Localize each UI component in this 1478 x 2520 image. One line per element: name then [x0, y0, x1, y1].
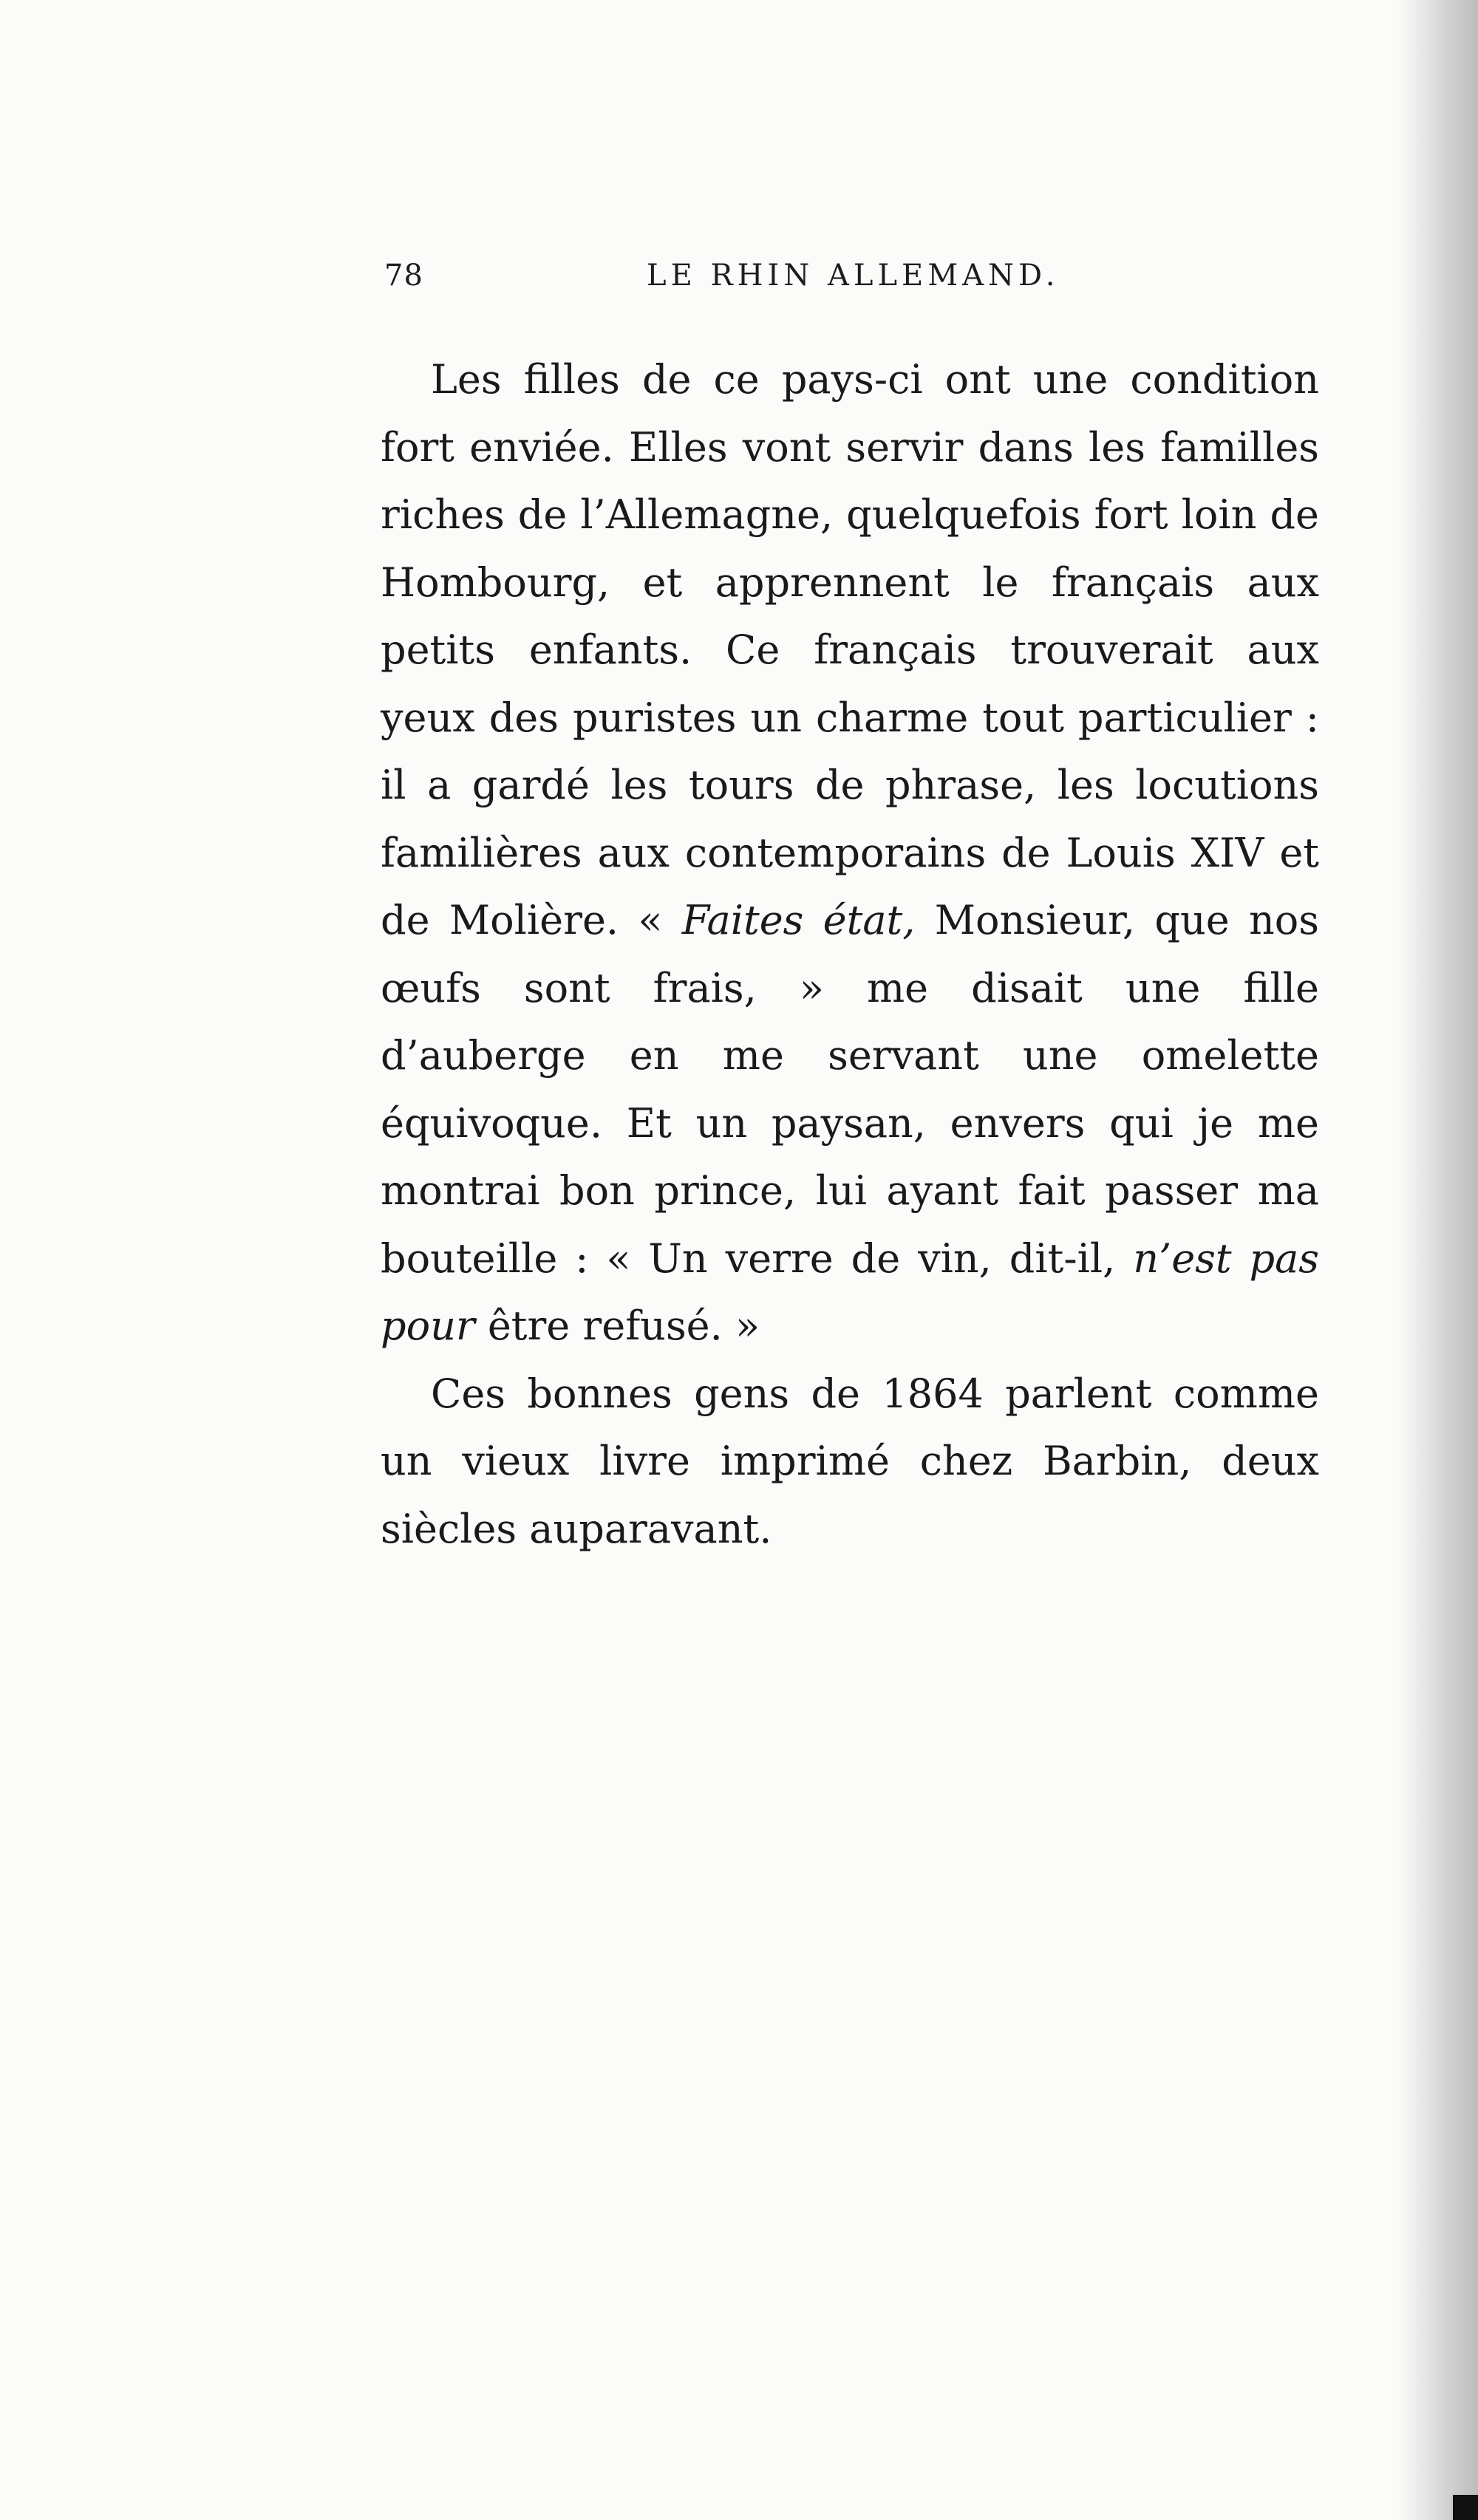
paragraph-text: Monsieur, que nos œufs sont frais, » me disait une fille d’auberge en me servant une omelette équivoque. Et un paysan, envers qui je me montrai bon prince, lui ayant fait passer ma bouteille : « Un verre de vin, dit-il, [381, 897, 1319, 1282]
page-number: 78 [384, 259, 423, 293]
running-title: LE RHIN ALLEMAND. [647, 259, 1060, 293]
paragraph: Ces bonnes gens de 1864 parlent comme un vieux livre imprimé chez Barbin, deux siècles auparavant. [381, 1370, 1319, 1552]
paragraph-text: Les filles de ce pays-ci ont une condition fort enviée. Elles vont servir dans les familles riches de l’Allemagne, quelquefois fort loin de Hombourg, et apprennent le français aux petits enfants. Ce français trouverait aux yeux des puristes un charme tout particulier : il a gardé les tours de phrase, les locutions familières aux contemporains de Louis XIV et de Molière. « [381, 356, 1319, 943]
italic-phrase: Faites état, [681, 897, 916, 943]
italic-phrase: n’est pas pour [381, 1235, 1320, 1349]
paragraph-text: être refusé. » [474, 1302, 760, 1349]
page-header [384, 259, 1079, 303]
body-text [381, 346, 1319, 1563]
paragraph [381, 346, 1319, 1360]
scan-corner-mark [1453, 2495, 1478, 2520]
page-binding-shadow [1397, 0, 1478, 2520]
